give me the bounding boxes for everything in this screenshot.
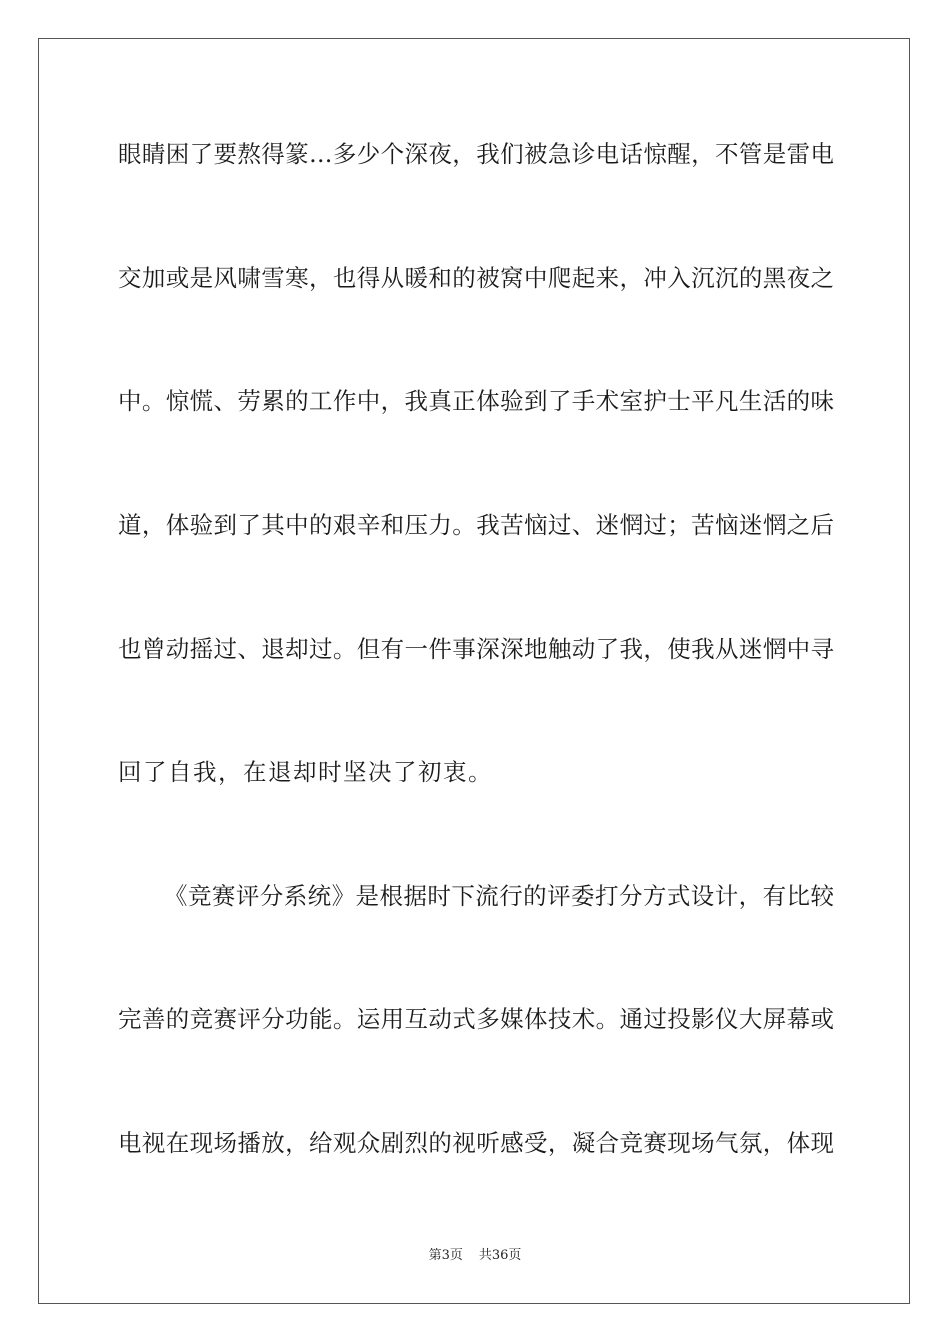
text-line-5: 也曾动摇过、退却过。但有一件事深深地触动了我，使我从迷惘中寻: [118, 635, 834, 663]
text-line-8: 完善的竞赛评分功能。运用互动式多媒体技术。通过投影仪大屏幕或: [118, 1005, 834, 1033]
text-line-6: 回了自我，在退却时坚决了初衷。: [118, 758, 493, 786]
text-line-9: 电视在现场播放，给观众剧烈的视听感受，凝合竞赛现场气氛，体现: [118, 1129, 834, 1157]
text-line-2: 交加或是风啸雪寒，也得从暖和的被窝中爬起来，冲入沉沉的黑夜之: [118, 264, 834, 292]
page-total: 共36页: [478, 1248, 522, 1263]
page-border: [38, 38, 910, 1304]
page-footer: [0, 1247, 950, 1265]
text-line-7: 《竞赛评分系统》是根据时下流行的评委打分方式设计，有比较: [164, 882, 834, 910]
text-line-3: 中。惊慌、劳累的工作中，我真正体验到了手术室护士平凡生活的味: [118, 387, 834, 415]
text-line-4: 道，体验到了其中的艰辛和压力。我苦恼过、迷惘过；苦恼迷惘之后: [118, 511, 834, 539]
text-line-1: 眼睛困了要熬得篆…多少个深夜，我们被急诊电话惊醒，不管是雷电: [118, 140, 834, 168]
page-number: 第3页: [428, 1248, 463, 1263]
